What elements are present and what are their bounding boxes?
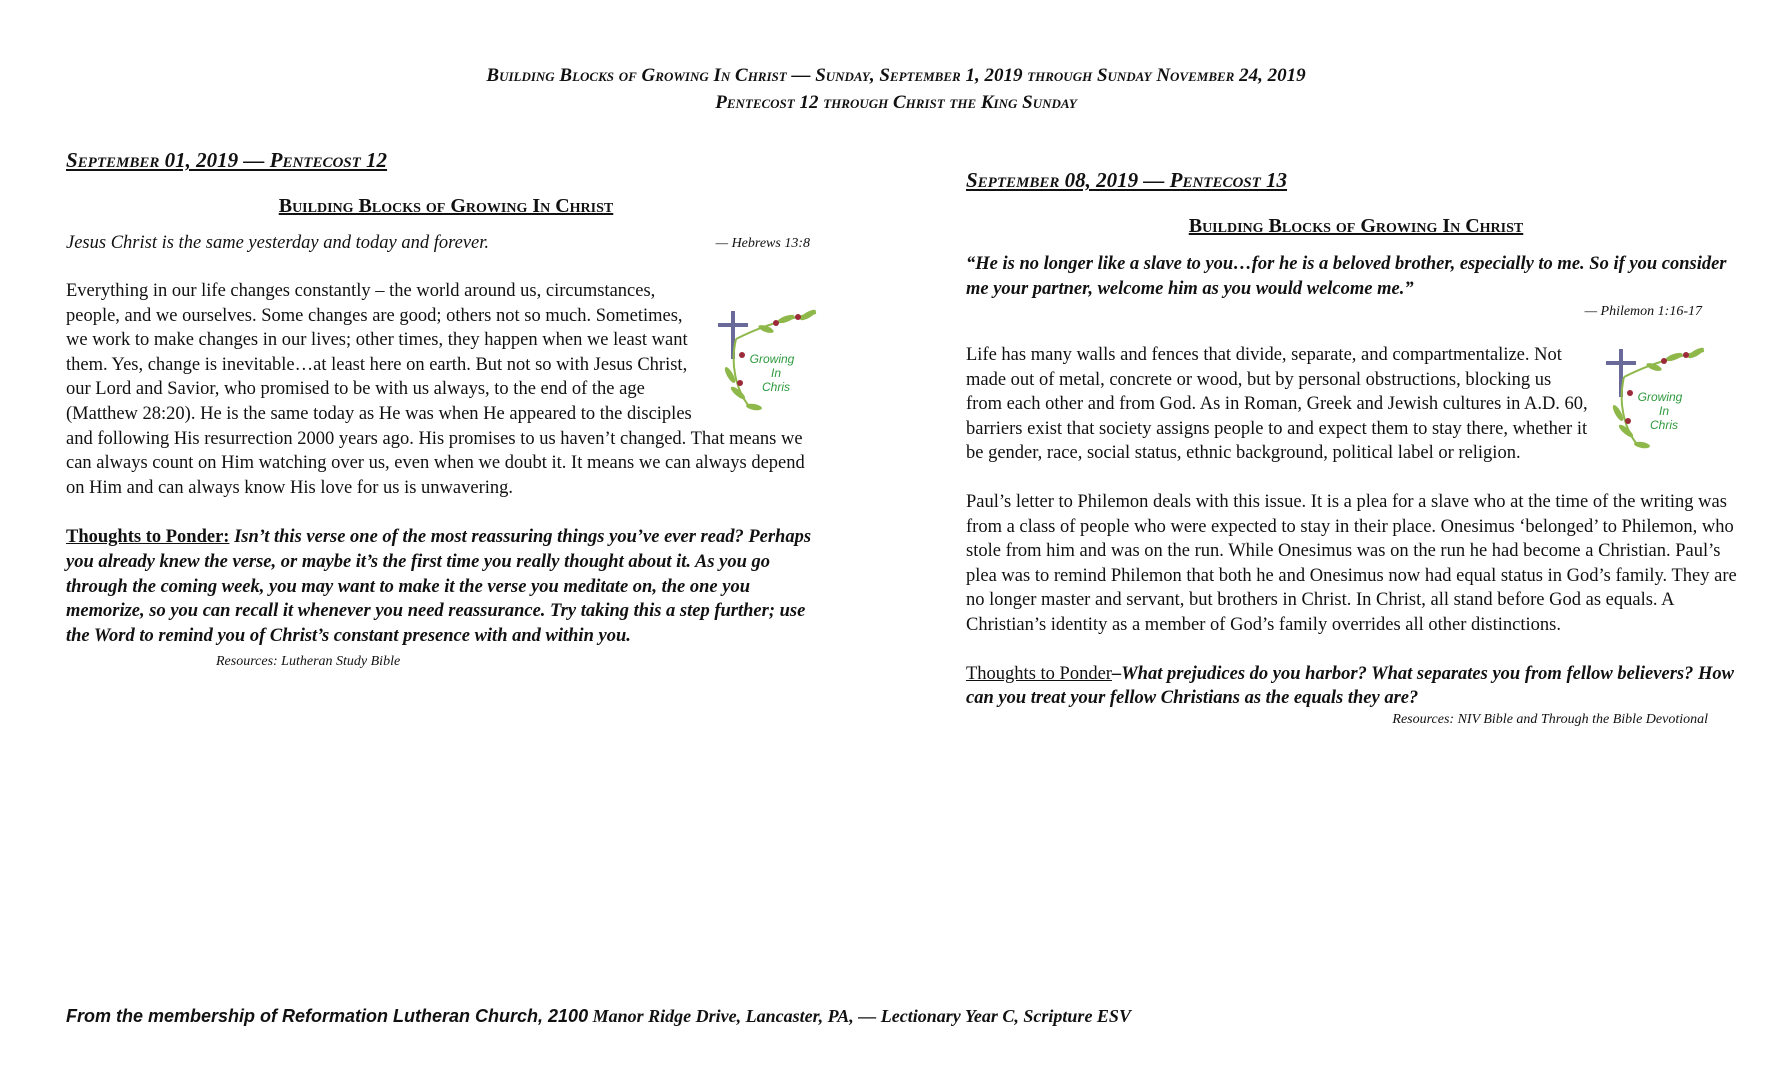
body-text-1: Life has many walls and fences that divide, separate, and compartmentalize. Not made out of metal, concrete or wood, but by personal obstructions, blocking us from each other and from God. As in Roman, Greek and Jewish cultures in A.D. 60, barriers exist that society assigns people to and expect them to stay there, whether it be gender, race, social status, ethnic background, political label or religion. [966,345,1588,464]
verse-line [66,231,826,256]
verse-text: Jesus Christ is the same yesterday and today and forever. [66,233,490,253]
block-title: Building Blocks of Growing In Christ [278,195,614,217]
header-line-2: Pentecost 12 through Christ the King Sunday [715,92,1077,113]
right-column [966,166,1746,728]
left-column [66,146,826,675]
logo-text-2: In [1658,404,1670,418]
date-heading-sep-01: September 01, 2019 — Pentecost 12 [66,148,388,172]
thoughts-to-ponder [66,525,826,675]
body-paragraph [66,279,826,500]
page-header [0,62,1792,116]
body-text: Everything in our life changes constantly – the world around us, circumstances, people, and we ourselves. Some changes are good; others not so much. Sometimes, we work to make changes in our lives; other times, they happen when we least want them. Yes, change is inevitable…at least here on earth. But not so with Jesus Christ, our Lord and Savior, who promised to be with us always, to the end of the age (Matthew 28:20). He is the same today as He was when He appeared to the disciples and following His resurrection 2000 years ago. His promises to us haven’t changed. That means we can always count on Him watching over us, even when we doubt it. It means we can always depend on Him and can always know His love for us is unwavering. [66,281,805,498]
resources-row [966,711,1708,728]
page-footer [66,1006,1131,1027]
ponder-label: Thoughts to Ponder: [66,527,230,548]
footer-church: From the membership of Reformation Lutheran Church, 2100 [66,1006,589,1026]
verse-reference-row [966,302,1702,321]
cross-vine-logo-icon [1604,347,1714,451]
body-paragraph-2: Paul’s letter to Philemon deals with this issue. It is a plea for a slave who at the time of the writing was from a class of people who were expected to stay in their place. Onesimus ‘belonged’ to Philemon, who stole from him and was on the run. While Onesimus was on the run he had become a Christian. Paul’s plea was to remind Philemon that both he and Onesimus now had equal status in God’s family. They are no longer master and servant, but brothers in Christ. In Christ, all stand before God as equals. A Christian’s identity as a member of God’s family overrides all other distinctions. [966,491,1737,635]
block-title: Building Blocks of Growing In Christ [1188,215,1524,237]
logo-text-1: Growing [1637,390,1683,404]
logo-text-2: In [770,366,782,380]
resources-note: Resources: NIV Bible and Through the Bible Devotional [1392,711,1708,727]
verse-reference: — Philemon 1:16-17 [1584,304,1702,319]
logo-text-1: Growing [749,352,795,366]
logo-text-3: Chris [1649,418,1679,432]
footer-address: Manor Ridge Drive, Lancaster, PA, — Lectionary Year C, Scripture ESV [592,1006,1131,1026]
verse-text: “He is no longer like a slave to you…for he is a beloved brother, especially to me. So if you consider me your partner, welcome him as you would welcome me.” [966,254,1727,299]
logo-text-3: Chris [761,380,791,394]
ponder-label: Thoughts to Ponder [966,663,1112,684]
date-heading-sep-08: September 08, 2019 — Pentecost 13 [966,168,1288,192]
ponder-text: Isn’t this verse one of the most reassuring things you’ve ever read? Perhaps you already knew the verse, or maybe it’s the first time you really thought about it. As you go through the coming week, you may want to make it the verse you meditate on, the one you memorize, so you can recall it whenever you need reassurance. Try taking this a step further; use the Word to remind you of Christ’s constant presence with and within you. [66,527,812,646]
body-paragraph-1 [966,343,1706,466]
thoughts-to-ponder [966,662,1746,711]
header-line-1: Building Blocks of Growing In Christ — Sunday, September 1, 2019 through Sunday November 24, 2019 [486,65,1306,86]
resources-note: Resources: Lutheran Study Bible [216,654,401,670]
cross-vine-logo-icon [716,309,826,413]
ponder-text: –What prejudices do you harbor? What separates you from fellow believers? How can you treat your fellow Christians as the equals they are? [966,663,1734,709]
verse-reference: — Hebrews 13:8 [715,236,810,251]
